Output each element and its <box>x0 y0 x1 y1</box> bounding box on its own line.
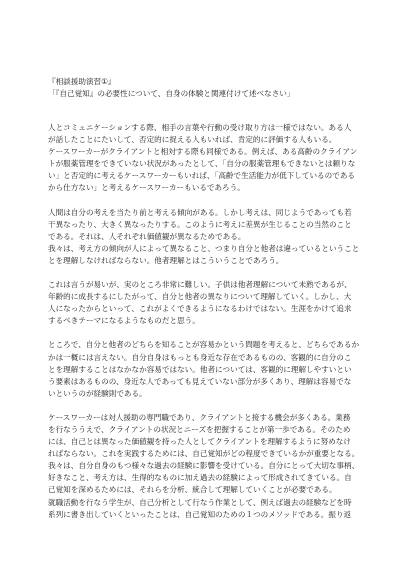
text-line: ケースワーカーは対人援助の専門職であり、クライアントと接する機会が多くある。業務 <box>48 412 351 422</box>
text-line: である。それは、人それぞれ価値観が異なるためである。 <box>48 231 246 241</box>
text-line: ればならない。これを実践するためには、自己覚知がどの程度できているかが重要となる。 <box>48 449 360 459</box>
text-line: 人とコミュニケーションする際、相手の言葉や行動の受け取り方は一様ではない。ある人 <box>48 123 352 132</box>
paragraph <box>48 279 368 327</box>
text-line: には、自己とは異なった価値観を持った人としてクライアントを理解するように努めなけ <box>48 437 351 447</box>
text-line: を行なううえで、クライアントの状況とニーズを把握することが第一歩である。そのため <box>48 424 351 434</box>
text-line: 人間は自分の考えを当たり前と考える傾向がある。しかし考えは、同じようであっても若 <box>48 207 352 217</box>
text-line: 己覚知を深めるためには、それらを分析、統合して理解していくことが必要である。 <box>48 485 337 495</box>
text-line: ケースワーカーがクライアントと相対する際も同様である。例えば、ある高齢のクライアン <box>48 147 358 157</box>
text-line: とを理解することはなかなか容易ではない。他者については、客観的に理解しやすいとい <box>48 364 352 374</box>
text-line: 系列に書き出していくといったことは、自己覚知のための１つのメソッドである。振り返 <box>48 509 352 519</box>
essay-prompt: 「『自己覚知』の必要性について、自身の体験と関連付けて述べなさい」 <box>48 89 295 99</box>
text-line: から仕方ない」と考えるケースワーカーもいるであろう。 <box>48 183 245 193</box>
text-line: するべきテーマになるようなものだと思う。 <box>48 316 200 326</box>
text-line: 年齢的に成長するにしたがって、自分と他者の異なりについて理解していく。しかし、大 <box>48 292 352 302</box>
paragraph <box>48 122 368 195</box>
text-line: う要素はあるものの、身近な人であっても見えていない部分が多くあり、理解は容易でな <box>48 376 352 386</box>
text-line: ところで、自分と他者のどちらを知ることが容易かという問題を考えると、どちらであるか <box>48 340 360 350</box>
paragraph <box>48 339 368 399</box>
text-line: 人になったからといって、これがよくできるようになるわけではない。生涯をかけて追求 <box>48 304 352 314</box>
text-line: トが服薬管理をできていない状況があったとして、「自分の服薬管理もできないとは頼りな <box>48 159 356 169</box>
text-line: 好きなこと、考え方は、生得的なものに加え過去の経験によって形成されてきている。自 <box>48 473 352 483</box>
text-line: 我々は、考え方の傾向が人によって異なること、つまり自分と他者は違っているということ <box>48 243 360 253</box>
text-line: が話したことにたいして、否定的に捉える人もいれば、肯定的に評価する人もいる。 <box>48 135 337 145</box>
document-heading: 『相談援助演習①』 <box>48 77 116 86</box>
text-line: 我々は、自分自身のもつ様々な過去の経験に影響を受けている。自分にとって大切な事柄、 <box>48 461 360 471</box>
paragraph <box>48 207 368 267</box>
text-line: 就職活動を行なう学生が、自己分析として行なう作業として、例えば過去の経験などを時 <box>48 497 352 507</box>
text-line: 干異なったり、大きく異なったりする。このように考えに差異が生じることの当然のこと <box>48 219 352 229</box>
text-line: とを理解しなければならない。他者理解とはこういうことであろう。 <box>48 255 284 265</box>
text-line: これは言うが易いが、実のところ非常に難しい。子供は他者理解について未熟であるが、 <box>48 280 352 290</box>
document-header <box>48 76 368 100</box>
text-line: いというのが経験則である。 <box>48 388 147 398</box>
text-line: かは一概には言えない。自分自身はもっとも身近な存在であるものの、客観的に自分のこ <box>48 352 352 362</box>
text-line: い」と否定的に考えるケースワーカーもいれば、「高齢で生活能力が低下しているのである <box>48 171 356 181</box>
paragraph <box>48 412 368 521</box>
document-body <box>48 122 368 533</box>
